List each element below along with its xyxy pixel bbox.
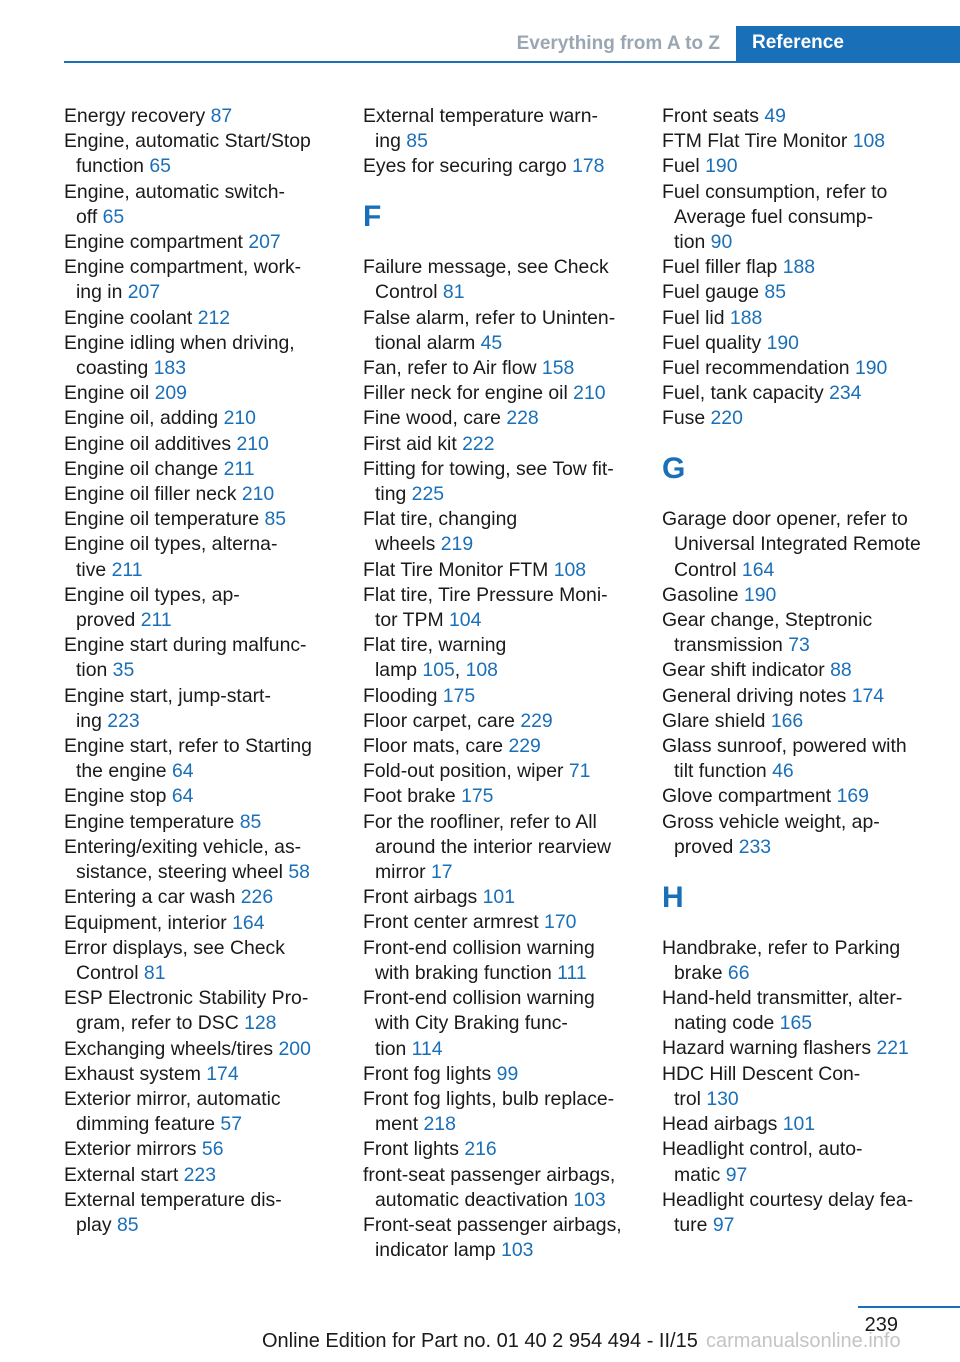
index-entry — [64, 633, 334, 683]
section-letter-text: F — [363, 200, 382, 234]
index-entry-text: Front fog lights — [363, 1062, 492, 1085]
index-entry-text: Fuel lid — [662, 306, 725, 329]
page-link[interactable]: 114 — [411, 1037, 443, 1060]
index-entry-text: Engine oil — [64, 382, 150, 405]
index-entry-text: Glass sunroof, powered with tilt function — [662, 735, 907, 783]
index-entry-text: HDC Hill Descent Con- trol — [662, 1062, 861, 1110]
page-link[interactable]: 229 — [508, 735, 541, 758]
index-column-3 — [662, 104, 932, 1238]
index-entry — [363, 885, 633, 910]
page-link[interactable]: 90 — [710, 231, 733, 254]
index-entry-text: Exchanging wheels/tires — [64, 1037, 274, 1060]
index-entry-text: Fitting for towing, see Tow fit- ting — [363, 457, 614, 506]
page-link[interactable]: 164 — [741, 558, 775, 581]
page-link[interactable]: 174 — [851, 684, 885, 707]
page-link[interactable]: 183 — [153, 357, 186, 380]
page-link[interactable]: 218 — [423, 1113, 456, 1136]
page-link[interactable]: 158 — [541, 357, 575, 380]
page-link[interactable]: 65 — [102, 205, 125, 228]
page-link[interactable]: 221 — [876, 1037, 909, 1060]
edition-note: Online Edition for Part no. 01 40 2 954 494 - II/15 — [262, 1330, 698, 1352]
index-entry-text: Engine start, refer to Starting the engine — [64, 735, 312, 783]
section-letter — [363, 180, 633, 256]
index-entry-text: Exterior mirror, automatic dimming feature — [64, 1087, 281, 1136]
index-entry — [363, 986, 633, 1062]
page-link[interactable]: 229 — [520, 709, 553, 732]
index-entry — [64, 306, 334, 331]
page-link[interactable]: 216 — [464, 1138, 497, 1161]
index-entry — [662, 810, 932, 860]
page-link[interactable]: 87 — [210, 105, 233, 127]
index-entry — [64, 885, 334, 910]
index-entry-text: Engine coolant — [64, 306, 193, 329]
index-entry — [662, 684, 932, 709]
index-entry — [662, 658, 932, 683]
index-entry-text: Entering a car wash — [64, 886, 236, 909]
index-entry — [64, 432, 334, 457]
page-link[interactable]: 97 — [725, 1163, 748, 1186]
page-link[interactable]: 207 — [248, 231, 281, 254]
index-entry — [64, 911, 334, 936]
index-entry-text: Front center armrest — [363, 911, 539, 934]
page-link[interactable]: 210 — [573, 382, 606, 405]
page-link[interactable]: 212 — [197, 306, 231, 329]
index-entry — [64, 507, 334, 532]
index-entry-text: Gasoline — [662, 583, 739, 606]
index-entry — [363, 936, 633, 986]
page-link[interactable]: 128 — [244, 1012, 277, 1035]
index-entry-text: Flooding — [363, 684, 438, 707]
index-entry — [662, 608, 932, 658]
index-entry-text: Engine compartment — [64, 231, 243, 254]
index-entry — [363, 810, 633, 886]
index-entry-text: Glove compartment — [662, 785, 832, 808]
index-entry-text: Head airbags — [662, 1113, 778, 1136]
index-entry — [64, 482, 334, 507]
page-link[interactable]: 210 — [241, 483, 275, 506]
page-link[interactable]: 209 — [154, 382, 187, 405]
index-entry — [662, 936, 932, 986]
page-link[interactable]: 226 — [240, 886, 274, 909]
index-entry — [363, 734, 633, 759]
index-entry-text: Engine oil change — [64, 457, 219, 480]
page-link[interactable]: 71 — [568, 760, 591, 783]
index-entry — [662, 709, 932, 734]
index-entry — [363, 583, 633, 633]
index-entry-text: Exterior mirrors — [64, 1138, 197, 1161]
page-link[interactable]: 225 — [411, 483, 445, 506]
page-link[interactable]: 178 — [572, 155, 605, 178]
page-link[interactable]: 220 — [710, 407, 743, 430]
index-entry — [363, 356, 633, 381]
index-entry — [64, 255, 334, 305]
page-link[interactable]: 66 — [727, 961, 750, 984]
page-link[interactable]: 101 — [782, 1113, 816, 1136]
index-column-2 — [363, 104, 633, 1263]
section-letter — [662, 432, 932, 508]
index-entry — [363, 306, 633, 356]
index-entry-text: Fuel gauge — [662, 281, 760, 304]
page-link[interactable]: 64 — [171, 760, 194, 783]
index-entry — [363, 1213, 633, 1263]
index-entry — [363, 1062, 633, 1087]
index-entry-text: Engine compartment, work- ing in — [64, 256, 302, 304]
index-entry-text: Engine oil types, ap- proved — [64, 583, 240, 632]
page-link[interactable]: 233 — [738, 835, 772, 858]
index-entry — [662, 1188, 932, 1238]
index-entry-text: For the roofliner, refer to All around the interior rearview mirror — [363, 810, 612, 884]
index-entry-text: Engine oil types, alterna- tive — [64, 533, 278, 581]
page-link[interactable]: 188 — [729, 306, 763, 329]
index-entry-text: Front fog lights, bulb replace- ment — [363, 1087, 615, 1136]
index-entry — [662, 583, 932, 608]
index-entry-text: Engine idling when driving, coasting — [64, 331, 295, 380]
page-link[interactable]: 210 — [223, 407, 256, 430]
index-entry-text: Fuse — [662, 407, 706, 430]
index-entry — [64, 104, 334, 129]
page-link[interactable]: 97 — [712, 1213, 735, 1236]
index-entry-text: Floor carpet, care — [363, 709, 515, 732]
page-link[interactable]: 85 — [764, 281, 786, 304]
page-link[interactable]: 56 — [201, 1138, 224, 1161]
index-entry — [662, 104, 932, 129]
page-link[interactable]: 65 — [149, 155, 171, 178]
page-link[interactable]: 101 — [482, 886, 515, 909]
index-entry-text: First aid kit — [363, 432, 457, 455]
page-number: 239 — [864, 1314, 898, 1336]
page-link[interactable]: 228 — [506, 407, 539, 430]
index-entry — [64, 1163, 334, 1188]
index-entry-text: Floor mats, care — [363, 735, 504, 758]
index-entry-text: Fold-out position, wiper — [363, 760, 564, 783]
index-entry-text: Engine oil, adding — [64, 407, 219, 430]
page-link[interactable]: 88 — [830, 659, 852, 682]
index-entry-text: Engine, automatic switch- off — [64, 180, 285, 228]
index-entry — [64, 331, 334, 381]
page-link[interactable]: 175 — [461, 785, 494, 808]
header-section-title: Everything from A to Z — [516, 33, 720, 54]
page-link[interactable]: 108 — [465, 659, 498, 682]
page-link[interactable]: 169 — [836, 785, 869, 808]
page-link[interactable]: 35 — [112, 659, 135, 682]
page-link[interactable]: 166 — [770, 709, 804, 732]
page-link[interactable]: 85 — [264, 508, 287, 531]
index-entry-text: Front lights — [363, 1138, 459, 1161]
page-link[interactable]: 190 — [705, 155, 738, 178]
index-column-1 — [64, 104, 334, 1238]
index-entry — [64, 406, 334, 431]
section-letter — [662, 860, 932, 936]
page-link[interactable]: 175 — [442, 684, 476, 707]
index-entry-text: Engine temperature — [64, 810, 235, 833]
index-entry-text: General driving notes — [662, 684, 847, 707]
page-link[interactable]: 223 — [183, 1163, 216, 1186]
index-entry — [363, 457, 633, 507]
index-entry-text: Engine start, jump-start- ing — [64, 684, 271, 732]
index-entry — [662, 306, 932, 331]
index-entry — [363, 154, 633, 179]
index-entry — [64, 1062, 334, 1087]
index-entry — [662, 255, 932, 280]
index-entry-text: External start — [64, 1163, 179, 1186]
index-entry-text: Front-end collision warning with braking function — [363, 936, 595, 984]
index-entry-text: Fuel filler flap — [662, 256, 778, 279]
index-entry-text: Headlight courtesy delay fea- ture — [662, 1188, 914, 1236]
index-entry-text: Engine oil additives — [64, 432, 232, 455]
index-entry — [64, 684, 334, 734]
index-entry-text: Fuel — [662, 155, 700, 178]
index-entry — [64, 180, 334, 230]
page-link[interactable]: 130 — [706, 1087, 739, 1110]
index-entry — [662, 129, 932, 154]
page-link[interactable]: 85 — [239, 810, 262, 833]
index-entry — [363, 759, 633, 784]
page-link[interactable]: 210 — [236, 432, 269, 455]
index-entry — [662, 406, 932, 431]
index-entry-text: Engine, automatic Start/Stop function — [64, 130, 311, 178]
index-entry-text: front-seat passenger airbags, automatic deactivation — [363, 1163, 616, 1211]
index-entry-text: Engine oil filler neck — [64, 483, 237, 506]
page-link[interactable]: 164 — [232, 911, 265, 934]
index-entry — [64, 1087, 334, 1137]
index-entry — [662, 1036, 932, 1061]
page-link[interactable]: 211 — [223, 457, 255, 480]
page-link[interactable]: 103 — [573, 1188, 606, 1211]
index-entry — [64, 784, 334, 809]
index-entry-text: Engine stop — [64, 785, 167, 808]
section-letter-text: G — [662, 452, 686, 486]
index-entry — [662, 356, 932, 381]
index-entry-text: Engine start during malfunc- tion — [64, 634, 307, 682]
index-entry: Flat tire, warning lamp 105, 108 — [363, 634, 507, 682]
page-link[interactable]: 234 — [829, 382, 862, 405]
page-link[interactable]: 57 — [220, 1113, 242, 1136]
page-link[interactable]: 108 — [553, 558, 587, 581]
index-entry — [64, 734, 334, 784]
page-link[interactable]: 85 — [406, 130, 428, 153]
index-entry-text: Hazard warning flashers — [662, 1037, 872, 1060]
index-entry — [363, 910, 633, 935]
index-entry — [662, 507, 932, 583]
index-entry — [64, 381, 334, 406]
index-entry — [662, 1137, 932, 1187]
index-entry-text: Glare shield — [662, 709, 766, 732]
page-link[interactable]: 104 — [449, 609, 482, 632]
index-entry-text: Fan, refer to Air flow — [363, 357, 537, 380]
index-entry — [64, 835, 334, 885]
page-link[interactable]: 211 — [111, 558, 143, 581]
index-entry-text: Eyes for securing cargo — [363, 155, 567, 178]
page-link[interactable]: 207 — [127, 281, 161, 304]
index-entry-text: Gear change, Steptronic transmission — [662, 609, 873, 657]
page-link[interactable]: 165 — [779, 1012, 813, 1035]
page-link[interactable]: 17 — [431, 861, 453, 884]
page-link[interactable]: 81 — [442, 281, 465, 304]
index-entry-text: Filler neck for engine oil — [363, 382, 568, 405]
index-entry-text: Flat tire, Tire Pressure Moni- tor TPM — [363, 583, 608, 632]
index-entry — [363, 255, 633, 305]
index-entry-text: Front airbags — [363, 886, 478, 909]
index-entry — [363, 381, 633, 406]
index-entry — [64, 1188, 334, 1238]
index-entry — [662, 381, 932, 406]
index-entry — [363, 406, 633, 431]
index-entry-text: Gross vehicle weight, ap- proved — [662, 810, 880, 858]
index-entry-text: Front seats — [662, 105, 759, 127]
index-entry-text: Error displays, see Check Control — [64, 936, 285, 984]
index-entry-text: Fine wood, care — [363, 407, 501, 430]
index-entry — [662, 280, 932, 305]
index-entry — [64, 129, 334, 179]
index-entry-text: Energy recovery — [64, 105, 206, 127]
index-entry-text: Fuel quality — [662, 331, 762, 354]
index-entry-text: Front-seat passenger airbags, indicator lamp — [363, 1213, 622, 1262]
index-entry — [64, 532, 334, 582]
index-entry — [363, 507, 633, 557]
index-entry-text: Flat Tire Monitor FTM — [363, 558, 549, 581]
index-entry — [363, 1163, 633, 1213]
index-entry-text: Flat tire, changing wheels — [363, 508, 518, 556]
index-entry-text: Fuel, tank capacity — [662, 382, 824, 405]
page-link[interactable]: 211 — [140, 609, 172, 632]
index-entry-text: ESP Electronic Stability Pro- gram, refer to DSC — [64, 987, 309, 1035]
page-link[interactable]: 81 — [143, 961, 166, 984]
index-entry — [363, 432, 633, 457]
index-entry — [363, 104, 633, 154]
index-entry-text: Hand-held transmitter, alter- nating code — [662, 987, 903, 1035]
index-entry-text: Exhaust system — [64, 1062, 201, 1085]
index-entry-text: Failure message, see Check Control — [363, 256, 609, 304]
index-entry — [662, 1062, 932, 1112]
index-entry — [64, 810, 334, 835]
footer-rule — [858, 1306, 960, 1308]
index-entry — [363, 684, 633, 709]
index-entry — [363, 784, 633, 809]
index-entry — [662, 154, 932, 179]
index-entry-text: Garage door opener, refer to Universal Integrated Remote Control — [662, 508, 921, 581]
index-entry-text: False alarm, refer to Uninten- tional alarm — [363, 306, 616, 354]
index-entry — [662, 986, 932, 1036]
header-rule — [64, 61, 960, 63]
index-entry-text: Fuel recommendation — [662, 357, 850, 380]
index-entry — [363, 709, 633, 734]
index-entry — [662, 331, 932, 356]
page-link[interactable]: 58 — [288, 861, 310, 884]
page-link[interactable]: 46 — [772, 760, 794, 783]
index-entry — [662, 1112, 932, 1137]
page-link[interactable]: 188 — [782, 256, 816, 279]
index-entry — [64, 936, 334, 986]
index-entry — [662, 734, 932, 784]
page-link[interactable]: 108 — [852, 130, 886, 153]
page-link[interactable]: 111 — [557, 961, 587, 984]
index-entry-text: Headlight control, auto- matic — [662, 1138, 863, 1186]
index-entry-text: Entering/exiting vehicle, as- sistance, steering wheel — [64, 835, 302, 884]
page-link[interactable]: 73 — [788, 634, 810, 657]
page-link[interactable]: 49 — [764, 105, 786, 127]
index-entry — [64, 1137, 334, 1162]
page-link[interactable]: 105 — [422, 659, 455, 682]
page-link[interactable]: 223 — [107, 709, 140, 732]
index-entry-text: External temperature warn- ing — [363, 105, 598, 153]
index-entry — [64, 457, 334, 482]
watermark: carmanualsonline.info — [706, 1330, 901, 1352]
page-link[interactable]: 174 — [206, 1062, 239, 1085]
index-entry-text: Handbrake, refer to Parking brake — [662, 936, 901, 984]
index-entry-text: Front-end collision warning with City Braking func- tion — [363, 987, 595, 1060]
index-entry-text: Flat tire, warning lamp — [363, 634, 507, 682]
index-entry-text: Foot brake — [363, 785, 456, 808]
page-link[interactable]: 64 — [171, 785, 194, 808]
index-entry — [64, 230, 334, 255]
index-entry-text: Gear shift indicator — [662, 659, 825, 682]
page-link[interactable]: 85 — [116, 1213, 139, 1236]
index-entry — [64, 583, 334, 633]
index-entry — [662, 180, 932, 256]
index-entry — [64, 1037, 334, 1062]
index-entry-text: External temperature dis- play — [64, 1188, 282, 1236]
index-entry — [363, 558, 633, 583]
page-link[interactable]: 103 — [501, 1239, 534, 1262]
page-link[interactable]: 190 — [766, 331, 799, 354]
page-link[interactable]: 200 — [278, 1037, 311, 1060]
page-link[interactable]: 190 — [854, 357, 888, 380]
index-entry — [363, 1137, 633, 1162]
index-entry-text: FTM Flat Tire Monitor — [662, 130, 848, 153]
index-entry-text: Fuel consumption, refer to Average fuel consump- tion — [662, 180, 888, 254]
index-entry-text: Engine oil temperature — [64, 508, 260, 531]
section-letter-text: H — [662, 880, 684, 914]
page-link[interactable]: 219 — [440, 533, 474, 556]
page-link[interactable]: 170 — [544, 911, 577, 934]
index-entry — [363, 1087, 633, 1137]
page-link[interactable]: 45 — [480, 331, 503, 354]
index-entry — [64, 986, 334, 1036]
page-link[interactable]: 99 — [496, 1062, 519, 1085]
page-link[interactable]: 190 — [743, 583, 777, 606]
page-link[interactable]: 222 — [462, 432, 495, 455]
index-entry-text: Equipment, interior — [64, 911, 227, 934]
index-entry — [662, 784, 932, 809]
header-reference-tab: Reference — [736, 26, 960, 63]
